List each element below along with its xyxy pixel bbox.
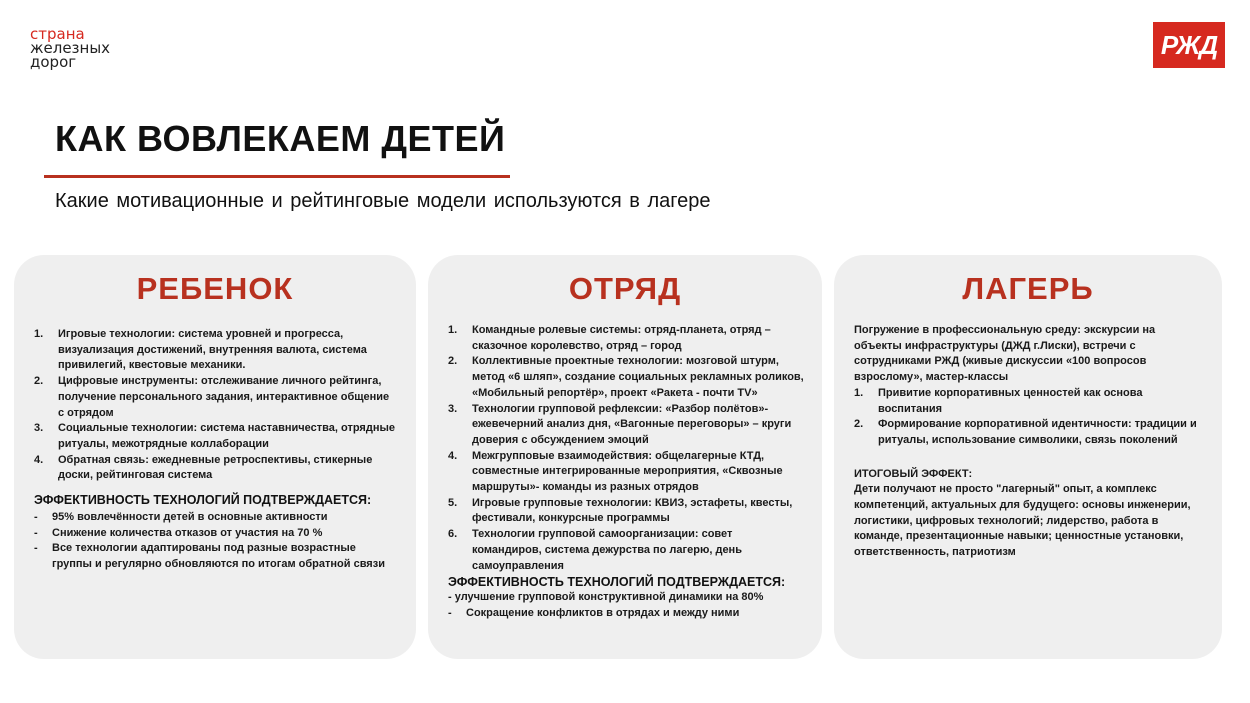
card-body: [854, 323, 1204, 561]
effectiveness-heading: ЭФФЕКТИВНОСТЬ ТЕХНОЛОГИЙ ПОДТВЕРЖДАЕТСЯ:: [448, 575, 786, 590]
result-heading: ИТОГОВЫЙ ЭФФЕКТ:: [854, 467, 973, 480]
list-item: 2. Коллективные проектные технологии: мозговой штурм, метод «6 шляп», создание социальных рекламных роликов, «Мобильный репортёр», проект «Ракета - почти TV»: [448, 355, 804, 399]
card-body: [34, 327, 398, 573]
card-child: [14, 255, 416, 659]
list-item: - Сокращение конфликтов в отрядах и между ними: [448, 606, 740, 619]
list-item: 1. Привитие корпоративных ценностей как основа воспитания: [854, 386, 1143, 415]
effectiveness-line: - улучшение групповой конструктивной динамики на 80%: [448, 591, 764, 604]
card-camp: [834, 255, 1222, 659]
brand-line-1: страна: [30, 25, 85, 43]
list-item: 2. Цифровые инструменты: отслеживание личного рейтинга, получение персонального задания, интерактивное общение с отрядом: [34, 375, 390, 419]
list-item: 5. Игровые групповые технологии: КВИЗ, эстафеты, квесты, фестивали, конкурсные программы: [448, 496, 793, 525]
list-item: - Все технологии адаптированы под разные возрастные группы и регулярно обновляются по итогам обратной связи: [34, 542, 385, 571]
list-item: - 95% вовлечённости детей в основные активности: [34, 511, 328, 524]
card-body: [448, 323, 804, 622]
rzd-logo: [1153, 22, 1225, 68]
list-item: 3. Технологии групповой рефлексии: «Разбор полётов»- ежевечерний анализ дня, «Вагонные переговоры» – круги доверия с обсуждением эмоций: [448, 402, 792, 446]
card-title: ЛАГЕРЬ: [962, 271, 1094, 306]
technology-list: [448, 323, 804, 574]
rzd-logo-text: РЖД: [1160, 29, 1218, 60]
effectiveness-heading: ЭФФЕКТИВНОСТЬ ТЕХНОЛОГИЙ ПОДТВЕРЖДАЕТСЯ:: [34, 493, 372, 508]
effectiveness-list: [34, 510, 398, 573]
list-item: 3. Социальные технологии: система наставничества, отрядные ритуалы, межотрядные коллаборации: [34, 422, 395, 450]
brand-line-3: дорог: [30, 53, 77, 71]
camp-intro: Погружение в профессиональную среду: экскурсии на объекты инфраструктуры (ДЖД г.Лиски), встречи с сотрудниками РЖД (живые дискуссии «100 вопросов взрослому», мастер-классы: [854, 324, 1156, 384]
technology-list: [34, 327, 398, 484]
page-title: КАК ВОВЛЕКАЕМ ДЕТЕЙ: [55, 118, 506, 159]
page-subtitle: Какие мотивационные и рейтинговые модели используются в лагере: [55, 190, 711, 212]
card-squad: [428, 255, 822, 659]
brand-line-2: железных: [30, 39, 111, 57]
list-item: - Снижение количества отказов от участия на 70 %: [34, 526, 323, 539]
list-item: 1. Игровые технологии: система уровней и прогресса, визуализация достижений, внутренняя валюта, система привилегий, квестовые механики.: [34, 328, 367, 372]
brand-wordmark: [30, 27, 110, 69]
technology-list: [854, 386, 1204, 449]
list-item: 2. Формирование корпоративной идентичности: традиции и ритуалы, использование символики, связь поколений: [854, 418, 1197, 446]
title-underline: [44, 175, 510, 178]
effectiveness-list: [448, 606, 804, 622]
card-title: РЕБЕНОК: [136, 271, 294, 306]
card-title: ОТРЯД: [568, 271, 682, 306]
result-text: Дети получают не просто "лагерный" опыт, а комплекс компетенций, актуальных для будущего: основы инженерии, логистики, цифровых технологий; лидерство, работа в команде, презентационные навыки; ценностные установки, ответственность, патриотизм: [854, 483, 1191, 559]
list-item: 1. Командные ролевые системы: отряд-планета, отряд – сказочное королевство, отряд – город: [448, 324, 771, 352]
list-item: 4. Обратная связь: ежедневные ретроспективы, стикерные доски, рейтинговая система: [34, 453, 373, 482]
list-item: 4. Межгрупповые взаимодействия: общелагерные КТД, совместные интегрированные мероприятия, «Сквозные маршруты»- команды из разных отрядов: [448, 449, 783, 494]
list-item: 6. Технологии групповой самоорганизации: совет командиров, система дежурства по лагерю, день самоуправления: [448, 528, 742, 572]
